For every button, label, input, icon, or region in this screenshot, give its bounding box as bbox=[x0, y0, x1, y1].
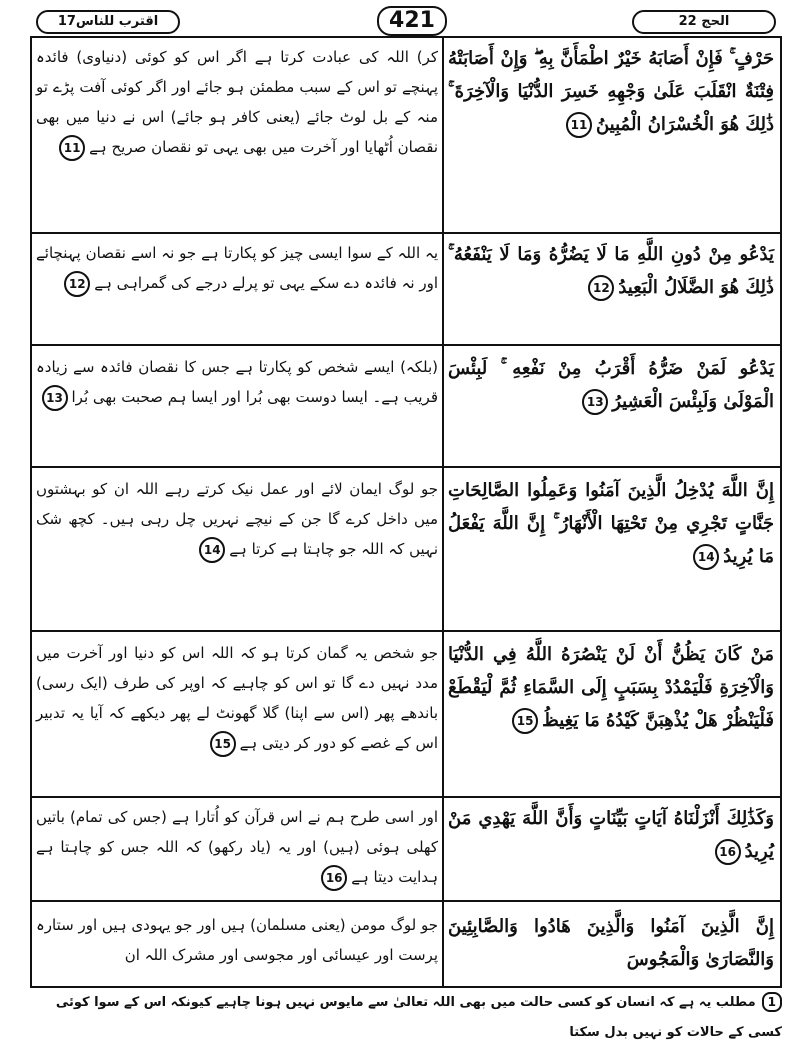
footnote-mark: 1 bbox=[762, 992, 782, 1012]
page-header bbox=[30, 6, 782, 36]
footnote-text: مطلب یہ ہے کہ انسان کو کسی حالت میں بھی اللہ تعالیٰ سے مایوس نہیں ہونا چاہیے کیونکہ اس کے سوا کوئی کسی کے حالات کو نہیں بدل سکتا bbox=[55, 995, 782, 1040]
urdu-translation: جو لوگ ایمان لائے اور عمل نیک کرتے رہے اللہ ان کو بہشتوں میں داخل کرے گا جن کے نیچے نہریں چل رہی ہیں۔ کچھ شک نہیں کہ اللہ جو چاہتا ہے کرتا ہے14 bbox=[36, 474, 438, 564]
arabic-verse: يَدْعُو لَمَنْ ضَرُّهُ أَقْرَبُ مِنْ نَفْعِهِ ۚ لَبِئْسَ الْمَوْلَىٰ وَلَبِئْسَ الْعَشِيرُ13 bbox=[448, 352, 774, 418]
verse-number: 14 bbox=[199, 537, 225, 563]
verse-number: 11 bbox=[566, 112, 592, 138]
arabic-verse: يَدْعُو مِنْ دُونِ اللَّهِ مَا لَا يَضُرُّهُ وَمَا لَا يَنْفَعُهُ ۚ ذَٰلِكَ هُوَ الضَّلَالُ الْبَعِيدُ12 bbox=[448, 238, 774, 304]
quran-page bbox=[30, 6, 782, 1040]
arabic-verse: حَرْفٍ ۚ فَإِنْ أَصَابَهُ خَيْرٌ اطْمَأَنَّ بِهِ ۖ وَإِنْ أَصَابَتْهُ فِتْنَةٌ انْقَلَبَ عَلَىٰ وَجْهِهِ خَسِرَ الدُّنْيَا وَالْآخِرَةَ ۚ ذَٰلِكَ هُوَ الْخُسْرَانُ الْمُبِينُ11 bbox=[448, 42, 774, 141]
arabic-verse: إِنَّ اللَّهَ يُدْخِلُ الَّذِينَ آمَنُوا وَعَمِلُوا الصَّالِحَاتِ جَنَّاتٍ تَجْرِي مِنْ تَحْتِهَا الْأَنْهَارُ ۚ إِنَّ اللَّهَ يَفْعَلُ مَا يُرِيدُ14 bbox=[448, 474, 774, 573]
verse-number: 12 bbox=[588, 275, 614, 301]
arabic-verse: مَنْ كَانَ يَظُنُّ أَنْ لَنْ يَنْصُرَهُ اللَّهُ فِي الدُّنْيَا وَالْآخِرَةِ فَلْيَمْدُدْ بِسَبَبٍ إِلَى السَّمَاءِ ثُمَّ لْيَقْطَعْ فَلْيَنْظُرْ هَلْ يُذْهِبَنَّ كَيْدُهُ مَا يَغِيظُ15 bbox=[448, 638, 774, 737]
urdu-translation: کر) اللہ کی عبادت کرتا ہے اگر اس کو کوئی (دنیاوی) فائدہ پہنچے تو اس کے سبب مطمئن ہو جائے اور اگر کوئی آفت پڑے تو منہ کے بل لوٹ جائے (یعنی کافر ہو جائے) اس نے دنیا میں بھی نقصان اُٹھایا اور آخرت میں بھی یہی تو نقصان صریح ہے11 bbox=[36, 42, 438, 162]
urdu-translation: جو شخص یہ گمان کرتا ہو کہ اللہ اس کو دنیا اور آخرت میں مدد نہیں دے گا تو اس کو چاہیے کہ اوپر کی طرف (ایک رسی) باندھے پھر (اس سے اپنا) گلا گھونٹ لے پھر دیکھے کہ آیا یہ تدبیر اس کے غصے کو دور کر دیتی ہے15 bbox=[36, 638, 438, 758]
verse-number: 13 bbox=[582, 389, 608, 415]
arabic-verse: وَكَذَٰلِكَ أَنْزَلْنَاهُ آيَاتٍ بَيِّنَاتٍ وَأَنَّ اللَّهَ يَهْدِي مَنْ يُرِيدُ16 bbox=[448, 802, 774, 868]
arabic-verse: إِنَّ الَّذِينَ آمَنُوا وَالَّذِينَ هَادُوا وَالصَّابِئِينَ وَالنَّصَارَىٰ وَالْمَجُوسَ bbox=[448, 916, 774, 970]
urdu-translation: (بلکہ) ایسے شخص کو پکارتا ہے جس کا نقصان فائدہ سے زیادہ قریب ہے۔ ایسا دوست بھی بُرا اور ایسا ہم صحبت بھی بُرا13 bbox=[36, 352, 438, 412]
verse-number: 15 bbox=[210, 731, 236, 757]
footnote bbox=[30, 988, 782, 1040]
verse-number: 16 bbox=[715, 839, 741, 865]
verse-number: 12 bbox=[64, 271, 90, 297]
verse-number: 16 bbox=[321, 865, 347, 891]
surah-label: الحج 22 bbox=[632, 10, 776, 34]
verse-number: 13 bbox=[42, 385, 68, 411]
urdu-translation: اور اسی طرح ہم نے اس قرآن کو اُتارا ہے (جس کی تمام) باتیں کھلی ہوئی (ہیں) اور یہ (یاد رکھو) کہ اللہ جس کو چاہتا ہے ہدایت دیتا ہے16 bbox=[36, 802, 438, 892]
urdu-translation: جو لوگ مومن (یعنی مسلمان) ہیں اور جو یہودی ہیں اور ستارہ پرست اور عیسائی اور مجوسی اور مشرک اللہ ان bbox=[36, 916, 438, 964]
verse-number: 15 bbox=[512, 708, 538, 734]
urdu-translation: یہ اللہ کے سوا ایسی چیز کو پکارتا ہے جو نہ اسے نقصان پہنچائے اور نہ فائدہ دے سکے یہی تو پرلے درجے کی گمراہی ہے12 bbox=[36, 238, 438, 298]
verse-number: 11 bbox=[59, 135, 85, 161]
juz-label: اقترب للناس17 bbox=[36, 10, 180, 34]
page-number: 421 bbox=[377, 6, 447, 36]
verse-number: 14 bbox=[693, 544, 719, 570]
